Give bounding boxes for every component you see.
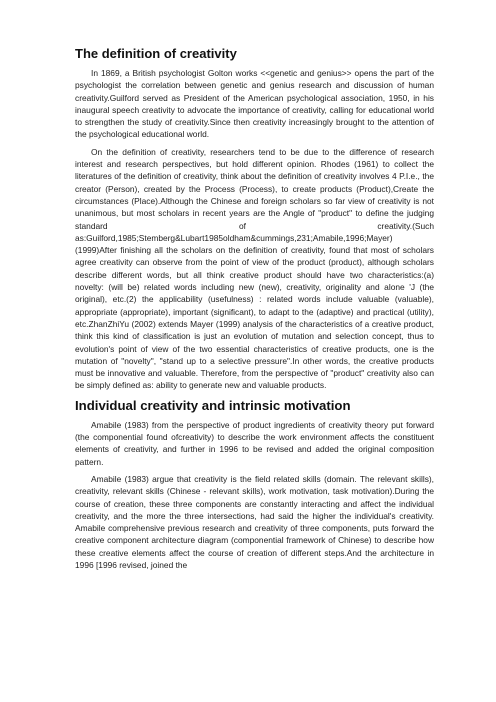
paragraph-definition-perspectives: On the definition of creativity, researchers tend to be due to the difference of research interest and research perspectives, but hold different opinion. Rhodes (1961) to collect the literatures of the definition of creativity, think about the definition of creativity involves 4 P.I.e., the creator (Person), created by the Process (Process), to create products (Product),Create the circumstances (Place).Although the Chinese and foreign scholars so far view of creativity is not unanimous, but most scholars in recent years are the Angle of "product" to define the judging standard of creativity.(Such as:Guilford,1985;Stemberg&Lubart1985oldham&cummings,231;Amabile,1996;Mayer)(1999)After finishing all the scholars on the definition of creativity, found that most of scholars agree creativity can observe from the point of view of the product (product), although scholars describe different words, but all think creative product should have two characteristics:(a) novelty: (will be) related words including new (new), creativity, originality and alone 'J (the original), etc.(2) the applicability (usefulness) : related words include valuable (valuable), appropriate (appropriate), important (significant), to adapt to the (adaptive) and practical (utility), etc.ZhanZhiYu (2002) extends Mayer (1999) analysis of the characteristics of a creative product, think this kind of classification is just an evolution of mutation and selection concept, thus to evolution's point of view of the two essential characteristics of creative products, one is the mutation of "novelty", "stand up to a selective pressure".In other words, the creative products must be innovative and valuable. Therefore, from the perspective of "product" creativity also can be simply defined as: ability to generate new and valuable products.: [75, 146, 434, 391]
section-heading-definition-of-creativity: The definition of creativity: [75, 46, 237, 61]
paragraph-golton-history: In 1869, a British psychologist Golton works <<genetic and genius>> opens the part of the psychologist the correlation between genetic and genius research and discussion of human creativity.Guilford served as President of the American psychological association, 1950, in his inaugural speech creativity to advocate the importance of creativity, calling for educational world to strengthen the study of creativity.Since then creativity increasingly brought to the attention of the psychological educational world.: [75, 68, 434, 140]
paragraph-amabile-components: Amabile (1983) argue that creativity is the field related skills (domain. The relevant skills), creativity, relevant skills (Chinese - relevant skills), work motivation, task motivation).During the course of creation, these three components are constantly interacting and affect the individual creativity, and the more the three intersections, had said the higher the individual's creativity. Amabile comprehensive previous research and creativity of three components, puts forward the creative component architecture diagram (componential framework of Chinese) to describe how these creative elements affect the course of creation of different steps.And the architecture in 1996 [1996 revised, joined the: [75, 473, 434, 570]
paragraph-amabile-1983-theory: Amabile (1983) from the perspective of product ingredients of creativity theory put forward (the componential found ofcreativity) to describe the work environment affects the constituent elements of creativity, and further in 1996 to be revised and added the original composition pattern.: [75, 419, 434, 467]
section-heading-individual-creativity: Individual creativity and intrinsic motivation: [75, 397, 351, 413]
